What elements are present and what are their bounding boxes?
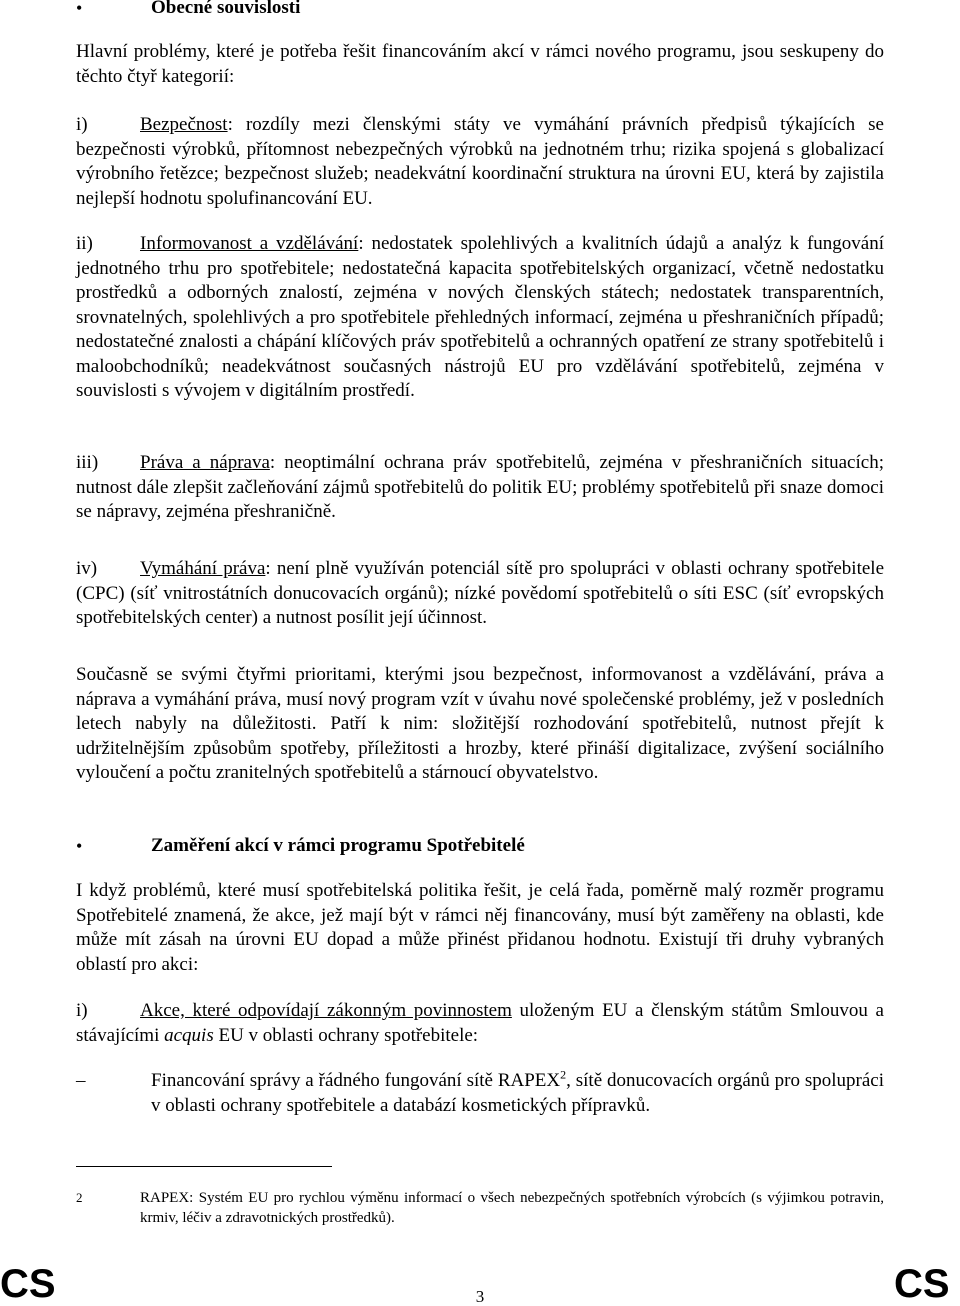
item-term: Bezpečnost — [140, 114, 228, 135]
item-text: : není plně využíván potenciál sítě pro spolupráci v oblasti ochrany spotřebitele (CPC) (síť vnitrostátních donucovacích orgánů); nízké povědomí spotřebitelů o síti ESC (síť evropských spotřebitelských center) a nutnost posílit její účinnost. — [76, 558, 885, 628]
dash-text-part: , sítě donucovacích orgánů pro spolupráci v oblasti ochrany spotřebitele a databází kosmetických přípravků. — [151, 1070, 884, 1116]
item-text: : neoptimální ochrana práv spotřebitelů, zejména v přeshraničních situacích; nutnost dále zlepšit začleňování zájmů spotřebitelů do politik EU; problémy spotřebitelů při snaze domoci se nápravy, zejména přeshraničně. — [76, 452, 884, 522]
dash-marker: – — [76, 1070, 86, 1091]
item-term: Akce, které odpovídají zákonným povinnostem — [140, 1000, 512, 1021]
item-term: Práva a náprava — [140, 452, 270, 473]
list-item — [76, 232, 884, 404]
item-term: Vymáhání práva — [140, 558, 266, 579]
list-item — [76, 451, 884, 525]
footer-language-left: CS — [0, 1262, 56, 1306]
list-item — [76, 113, 884, 211]
section-heading-row — [76, 834, 884, 858]
intro-paragraph: I když problémů, které musí spotřebitelská politika řešit, je celá řada, poměrně malý rozměr programu Spotřebitelé znamená, že akce, jež mají být v rámci něj financovány, musí být zaměřeny na oblasti, kde může mít zásah na úrovni EU dopad a může přinést přidanou hodnotu. Existují tři druhy vybraných oblastí pro akci: — [76, 880, 884, 975]
item-text: : rozdíly mezi členskými státy ve vymáhání právních předpisů týkajících se bezpečnosti výrobků, přítomnost nebezpečných výrobků na jednotném trhu; rizika spojená s globalizací výrobního řetězce; bezpečnost služeb; neadekvátní koordinační struktura na úrovni EU, která by zajistila nejlepší hodnotu spolufinancování EU. — [76, 114, 884, 209]
dash-text-part: Financování správy a řádného fungování sítě RAPEX — [151, 1070, 561, 1091]
footnote-text: RAPEX: Systém EU pro rychlou výměnu informací o všech nebezpečných spotřebních výrobcích (s výjimkou potravin, krmiv, léčiv a zdravotnických prostředků). — [140, 1190, 884, 1226]
dash-item-text — [151, 1069, 884, 1118]
list-item — [76, 557, 884, 631]
item-text: uloženým EU a členským státům Smlouvou a stávajícími — [76, 1000, 884, 1046]
item-term: Informovanost a vzdělávání — [140, 233, 359, 254]
footnote-number: 2 — [76, 1190, 83, 1205]
item-text: EU v oblasti ochrany spotřebitele: — [213, 1024, 479, 1046]
section-heading: Obecné souvislosti — [151, 0, 301, 18]
closing-paragraph: Současně se svými čtyřmi prioritami, kterými jsou bezpečnost, informovanost a vzdělávání, práva a náprava a vymáhání práva, musí nový program vzít v úvahu nové společenské problémy, jež v posledních letech nabyly na důležitosti. Patří k nim: složitější rozhodování spotřebitelů, nutnost přejít k udržitelnějším způsobům spotřeby, příležitosti a hrozby, které přináší digitalizace, zvýšení sociálního vyloučení a počtu zranitelných spotřebitelů a stárnoucí obyvatelstvo. — [76, 664, 884, 783]
section-heading-row — [76, 0, 884, 20]
item-label: i) — [76, 1000, 88, 1021]
intro-paragraph: Hlavní problémy, které je potřeba řešit financováním akcí v rámci nového programu, jsou seskupeny do těchto čtyř kategorií: — [76, 41, 884, 87]
footer-language-right: CS — [894, 1262, 950, 1306]
bullet-icon: • — [76, 836, 83, 856]
footnote-ref[interactable]: 2 — [560, 1067, 567, 1082]
bullet-icon: • — [76, 0, 83, 18]
section-heading: Zaměření akcí v rámci programu Spotřebitelé — [151, 835, 525, 856]
item-label: ii) — [76, 233, 93, 254]
item-text: : nedostatek spolehlivých a kvalitních údajů a analýz k fungování jednotného trhu pro spotřebitele; nedostatečná kapacita spotřebitelských organizací, včetně nedostatku prostředků a odborných znalostí, zejména v nových členských státech; nedostatek transparentních, srovnatelných, spolehlivých a pro spotřebitele přehledných informací, zejména u přeshraničních případů; nedostatečné znalosti a chápání klíčových práv spotřebitelů a ochranných opatření ze strany spotřebitelů i maloobchodníků; neadekvátnost současných nástrojů EU pro vzdělávání spotřebitelů, zejména v souvislosti s vývojem v digitálním prostředí. — [76, 233, 884, 401]
item-label: iii) — [76, 452, 99, 473]
page-number: 3 — [475, 1287, 485, 1306]
footnote-separator — [76, 1166, 332, 1167]
item-label: i) — [76, 114, 88, 135]
item-label: iv) — [76, 558, 98, 579]
item-text-italic: acquis — [164, 1024, 214, 1046]
list-item — [76, 999, 884, 1048]
